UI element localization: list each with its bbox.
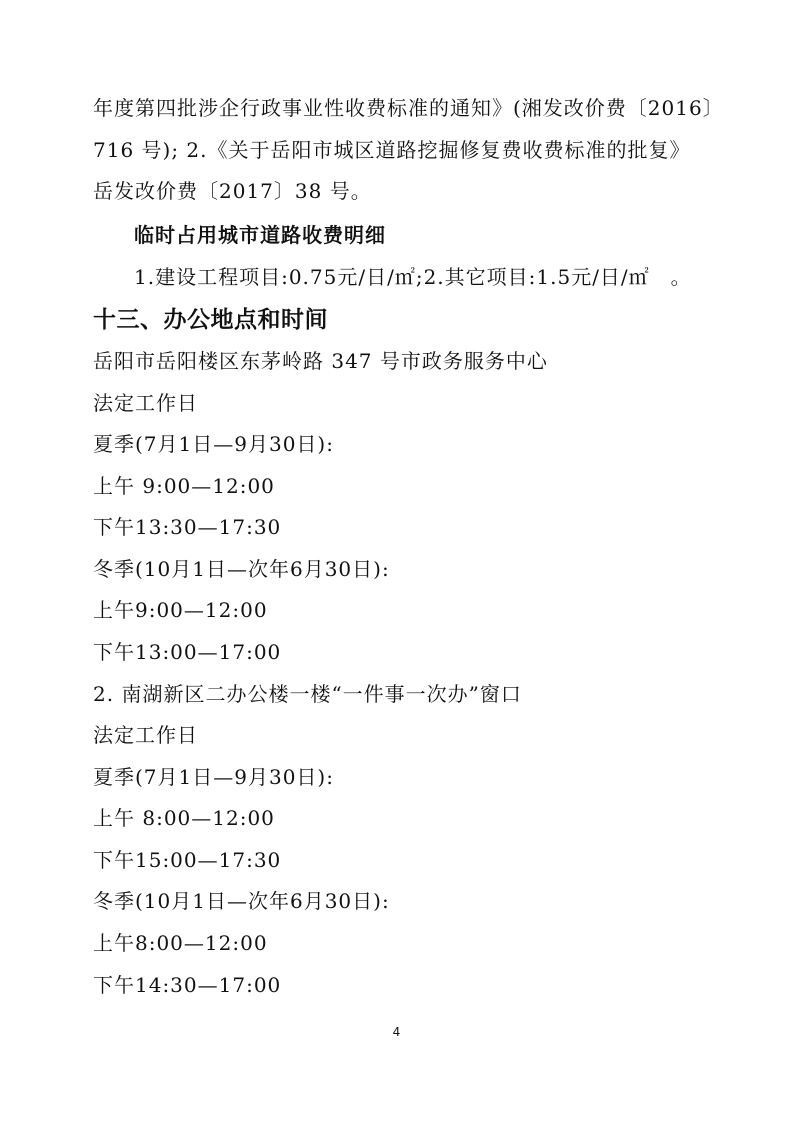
winter-season-1: 冬季(10月1日—次年6月30日): <box>93 557 390 581</box>
winter-afternoon-1: 下午13:00—17:00 <box>93 640 282 664</box>
summer-season-1: 夏季(7月1日—9月30日): <box>93 432 334 456</box>
summer-morning-2: 上午 8:00—12:00 <box>93 806 275 830</box>
winter-afternoon-2: 下午14:30—17:00 <box>93 973 282 997</box>
section-13-heading: 十三、办公地点和时间 <box>93 307 328 333</box>
office-address-2: 2. 南湖新区二办公楼一楼“一件事一次办”窗口 <box>93 682 522 706</box>
summer-season-2: 夏季(7月1日—9月30日): <box>93 765 334 789</box>
winter-morning-1: 上午9:00—12:00 <box>93 598 268 622</box>
winter-morning-2: 上午8:00—12:00 <box>93 931 268 955</box>
summer-afternoon-1: 下午13:30—17:30 <box>93 515 282 539</box>
winter-season-2: 冬季(10月1日—次年6月30日): <box>93 889 390 913</box>
fee-detail-heading: 临时占用城市道路收费明细 <box>134 223 386 247</box>
page-number: 4 <box>392 1025 401 1039</box>
workday-label-2: 法定工作日 <box>93 723 198 747</box>
body-line-1: 年度第四批涉企行政事业性收费标准的通知》(湘发改价费〔2016〕 <box>93 96 724 120</box>
office-address-1: 岳阳市岳阳楼区东茅岭路 347 号市政务服务中心 <box>93 349 548 373</box>
body-line-2: 716 号); 2.《关于岳阳市城区道路挖掘修复费收费标准的批复》 <box>93 138 691 162</box>
body-line-3: 岳发改价费〔2017〕38 号。 <box>93 179 372 203</box>
workday-label-1: 法定工作日 <box>93 391 198 415</box>
fee-detail-text: 1.建设工程项目:0.75元/日/㎡;2.其它项目:1.5元/日/㎡ 。 <box>134 265 692 289</box>
summer-afternoon-2: 下午15:00—17:30 <box>93 848 282 872</box>
summer-morning-1: 上午 9:00—12:00 <box>93 474 275 498</box>
